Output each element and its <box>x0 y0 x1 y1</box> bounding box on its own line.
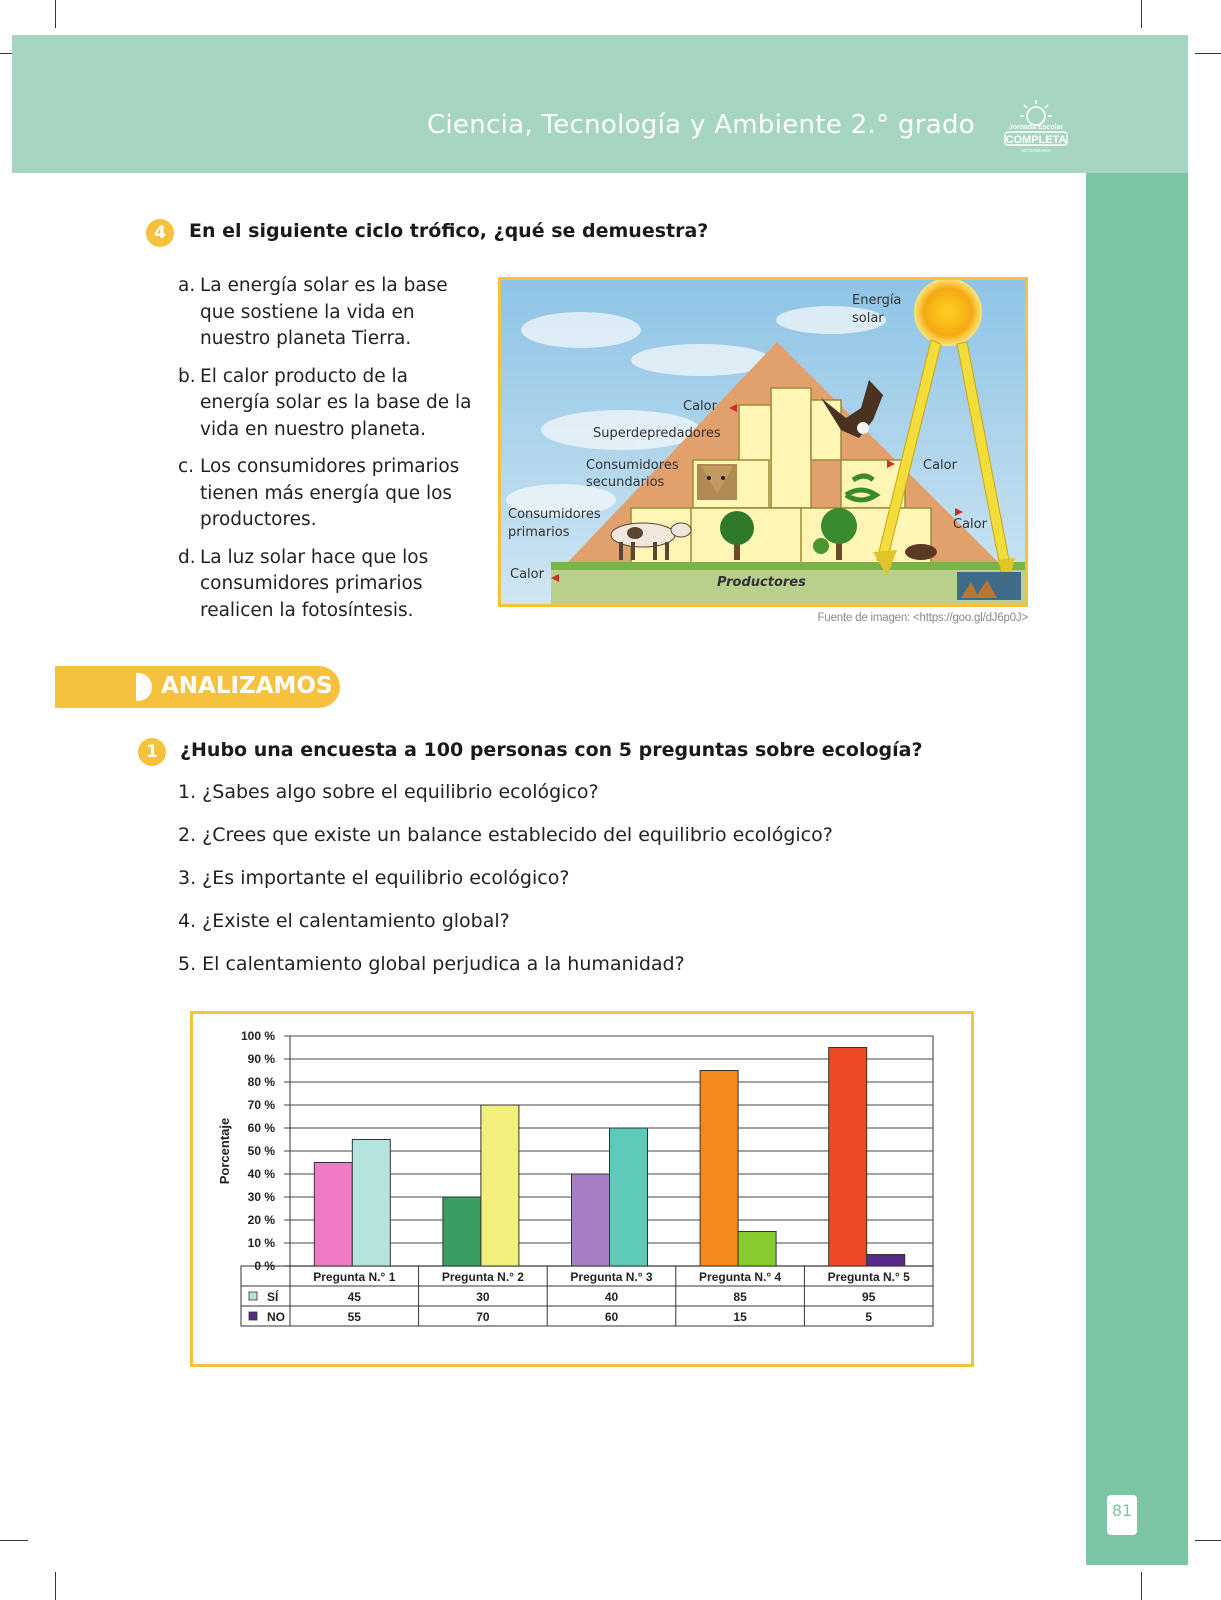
label-consumidores-secundarios: secundarios <box>586 475 665 490</box>
option-text: El calor producto de la energía solar es la base de la vida en nuestro planeta. <box>200 365 472 440</box>
svg-text:Jornada Escolar: Jornada Escolar <box>1008 124 1064 131</box>
bar-si <box>572 1174 610 1266</box>
x-tick-label: Pregunta N.° 5 <box>827 1270 910 1284</box>
label-superdepredadores: Superdepredadores <box>593 426 721 441</box>
survey-questions <box>178 778 833 993</box>
label-productores: Productores <box>717 575 806 590</box>
legend-label: SÍ <box>267 1290 279 1304</box>
section-title: ANALIZAMOS <box>161 673 333 699</box>
bar-si <box>443 1197 481 1266</box>
answer-options <box>178 273 478 635</box>
legend-swatch <box>249 1312 257 1320</box>
survey-bar-chart <box>190 1011 974 1367</box>
bar-no <box>867 1255 905 1267</box>
data-label: 85 <box>733 1290 747 1304</box>
option-b <box>178 364 478 444</box>
list-item: 4. ¿Existe el calentamiento global? <box>178 910 510 932</box>
right-side-band <box>1086 173 1188 1565</box>
bar-chart-svg <box>193 1014 971 1364</box>
label-energia-solar: solar <box>852 311 884 326</box>
option-text: Los consumidores primarios tienen más energía que los productores. <box>200 456 460 530</box>
jornada-completa-logo <box>993 96 1079 156</box>
crop-mark <box>1195 1540 1221 1541</box>
option-letter: b. <box>178 365 196 387</box>
label-consumidores-secundarios: Consumidores <box>586 458 679 473</box>
data-label: 30 <box>476 1290 490 1304</box>
label-calor: Calor <box>510 567 544 582</box>
bar-si <box>700 1071 738 1267</box>
bar-no <box>610 1128 648 1266</box>
x-tick-label: Pregunta N.° 4 <box>699 1270 782 1284</box>
y-tick-label: 50 % <box>247 1144 275 1158</box>
half-circle-icon <box>136 673 152 701</box>
option-letter: a. <box>178 275 196 296</box>
y-tick-label: 20 % <box>247 1213 275 1227</box>
list-item: 2. ¿Crees que existe un balance establecido del equilibrio ecológico? <box>178 824 833 846</box>
label-consumidores-primarios: primarios <box>508 525 570 540</box>
y-tick-label: 100 % <box>240 1029 275 1043</box>
legend-swatch <box>249 1292 257 1300</box>
image-source: Fuente de imagen: <https://goo.gl/dJ6p0J> <box>817 612 1028 624</box>
x-tick-label: Pregunta N.° 2 <box>441 1270 524 1284</box>
option-letter: d. <box>178 546 196 568</box>
bar-no <box>352 1140 390 1267</box>
crop-mark <box>0 1540 28 1541</box>
x-tick-label: Pregunta N.° 1 <box>313 1270 396 1284</box>
page-header-title: Ciencia, Tecnología y Ambiente 2.° grado <box>426 110 975 140</box>
option-c <box>178 454 478 534</box>
label-consumidores-primarios: Consumidores <box>508 507 601 522</box>
crop-mark <box>1141 0 1142 28</box>
question-number-badge: 1 <box>138 738 166 766</box>
section-banner <box>55 666 340 708</box>
label-calor: Calor <box>953 517 987 532</box>
bar-no <box>738 1232 776 1267</box>
list-item: 5. El calentamiento global perjudica a la humanidad? <box>178 953 685 975</box>
label-calor: Calor <box>683 399 717 414</box>
bar-si <box>829 1048 867 1267</box>
y-axis-label: Porcentaje <box>217 1117 232 1185</box>
y-tick-label: 30 % <box>247 1190 275 1204</box>
data-label: 95 <box>862 1290 876 1304</box>
page-number-tab <box>1107 1495 1137 1535</box>
bar-no <box>481 1105 519 1266</box>
crop-mark <box>55 1572 56 1600</box>
x-tick-label: Pregunta N.° 3 <box>570 1270 653 1284</box>
question-number-badge: 4 <box>146 219 174 247</box>
option-letter: c. <box>178 456 195 477</box>
page-number: 81 <box>1111 1501 1133 1520</box>
data-label: 45 <box>347 1290 361 1304</box>
y-tick-label: 90 % <box>247 1052 275 1066</box>
data-label: 5 <box>865 1310 873 1324</box>
svg-text:SECUNDARIA: SECUNDARIA <box>1021 148 1051 153</box>
data-label: 70 <box>476 1310 490 1324</box>
data-label: 15 <box>733 1310 747 1324</box>
label-energia-solar: Energía <box>852 293 902 308</box>
trophic-pyramid-drawing <box>501 280 1025 604</box>
y-tick-label: 60 % <box>247 1121 275 1135</box>
y-tick-label: 80 % <box>247 1075 275 1089</box>
y-tick-label: 40 % <box>247 1167 275 1181</box>
data-label: 55 <box>347 1310 361 1324</box>
question-title: En el siguiente ciclo trófico, ¿qué se demuestra? <box>189 220 709 242</box>
list-item: 3. ¿Es importante el equilibrio ecológico? <box>178 867 570 889</box>
list-item: 1. ¿Sabes algo sobre el equilibrio ecológico? <box>178 781 599 803</box>
option-text: La luz solar hace que los consumidores primarios realicen la fotosíntesis. <box>200 546 429 621</box>
y-tick-label: 10 % <box>247 1236 275 1250</box>
y-tick-label: 70 % <box>247 1098 275 1112</box>
crop-mark <box>55 0 56 28</box>
option-d <box>178 545 478 625</box>
label-calor: Calor <box>923 458 957 473</box>
trophic-cycle-illustration <box>498 277 1028 607</box>
bar-si <box>314 1163 352 1267</box>
data-label: 40 <box>604 1290 619 1304</box>
legend-label: NO <box>267 1310 285 1324</box>
crop-mark <box>1141 1572 1142 1600</box>
svg-text:COMPLETA: COMPLETA <box>1005 134 1067 146</box>
y-tick-label: 0 % <box>254 1259 275 1273</box>
question-title: ¿Hubo una encuesta a 100 personas con 5 preguntas sobre ecología? <box>180 739 923 761</box>
option-text: La energía solar es la base que sostiene la vida en nuestro planeta Tierra. <box>200 275 448 349</box>
data-label: 60 <box>604 1310 619 1324</box>
crop-mark <box>1195 53 1221 54</box>
option-a <box>178 273 478 353</box>
